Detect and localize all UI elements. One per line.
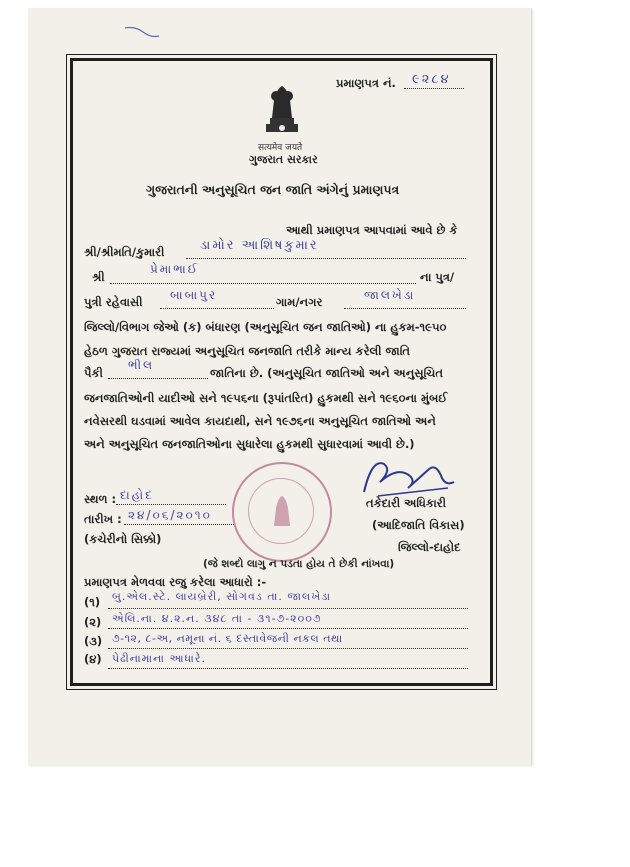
- father-label: શ્રી: [92, 270, 105, 284]
- seal-emblem-icon: [268, 494, 296, 530]
- body-line-1: જિલ્લો/વિભાગ જેઓ (ક) બંધારણ (અનુસૂચિત જન જાતિઓ) ના હુકમ-૧૯૫૦: [84, 320, 447, 334]
- son-of-label: ના પુત્ર/: [420, 270, 455, 284]
- place-value: દાહોદ: [120, 488, 154, 502]
- strike-note: (જે શબ્દો લાગુ ન પડતા હોય તે છેકી નાંખવા): [203, 558, 395, 570]
- document-number: (૪): [84, 652, 102, 666]
- body-line-4: જનજાતિઓની યાદીઓ સને ૧૯૫૬ના (રૂપાંતરિત) હુકમથી સને ૧૯૬૦ના મુંબઈ: [84, 391, 448, 405]
- father-value: પ્રેમાભાઈ: [150, 262, 200, 276]
- document-number: (૧): [84, 595, 101, 609]
- name-dotted-line: [186, 258, 466, 259]
- document-number: (૨): [84, 615, 102, 629]
- taluka-value: જાલખેડા: [364, 288, 416, 302]
- documents-heading: પ્રમાણપત્ર મેળવવા રજુ કરેલા આધારો :-: [84, 575, 267, 589]
- body-line-6: અને અનુસૂચિત જનજાતિઓના સુધારેલા હુકમથી સુધારવામાં આવી છે.): [84, 437, 415, 451]
- officer-department: (આદિજાતિ વિકાસ): [372, 518, 465, 532]
- village-dotted-line: [160, 308, 274, 309]
- motto: सत्यमेव जयते: [258, 143, 303, 153]
- document-dotted-line: [108, 628, 468, 629]
- officer-title: તકેદારી અધિકારી: [366, 496, 447, 510]
- document-dotted-line: [108, 648, 468, 649]
- name-value: ડામોર આશિષકુમાર: [200, 238, 319, 253]
- date-value: ૨૪/૦૬/૨૦૧૦: [128, 508, 212, 522]
- certificate-number-value: ૯૨૮૪: [412, 72, 451, 87]
- body-line-5: નવેસરથી ઘડવામાં આવેલ કાયદાથી, સને ૧૯૭૬ના અનુસૂચિત જાતિઓ અને: [84, 414, 436, 428]
- officer-signature: [358, 452, 458, 502]
- village-value: બાબાપુર: [170, 288, 218, 302]
- seal-label: (કચેરીનો સિક્કો): [84, 532, 162, 546]
- document-number: (૩): [84, 634, 103, 648]
- body-line-2: હેઠળ ગુજરાત રાજ્યમાં અનુસૂચિત જનજાતિ તરીકે માન્ય કરેલી જાતિ: [84, 344, 410, 358]
- father-dotted-line: [110, 283, 416, 284]
- date-dotted-line: [124, 524, 234, 525]
- village-label: ગામ/નગર: [276, 295, 323, 309]
- officer-district: જિલ્લો-દાહોદ: [398, 540, 461, 554]
- ashoka-emblem-icon: [262, 82, 302, 140]
- document-item: પેઢીનામાના આધારે.: [112, 652, 206, 665]
- caste-suffix: જાતિના છે. (અનુસૂચિત જાતિઓ અને અનુસૂચિત: [210, 366, 443, 380]
- caste-dotted-line: [108, 378, 208, 379]
- place-dotted-line: [116, 504, 226, 505]
- document-dotted-line: [108, 668, 468, 669]
- document-item: બુ.એલ.સ્ટે. લાયબ્રેરી, સોગવડ તા. જાલખેડા: [112, 590, 332, 603]
- document-item: એલિ.ના. ૪.૨.ન. ૩૪૮ તા - ૩૧-૭-૨૦૦૭: [112, 612, 322, 625]
- intro-text: આથી પ્રમાણપત્ર આપવામાં આવે છે કે: [286, 223, 458, 237]
- certificate-number-label: પ્રમાણપત્ર નં.: [336, 76, 396, 90]
- taluka-dotted-line: [344, 308, 466, 309]
- name-label: શ્રી/શ્રીમતિ/કુમારી: [84, 245, 165, 259]
- document-item: ૭-૧૨, ૮-અ, નમૂના નં. ૬ દસ્તાવેજની નકલ તથા: [112, 632, 343, 645]
- pen-scribble: [123, 24, 163, 40]
- resident-label: પુત્રી રહેવાસી: [84, 295, 143, 309]
- office-seal-stamp: [232, 462, 332, 562]
- date-label: તારીખ :: [84, 512, 122, 526]
- place-label: સ્થળ :: [84, 492, 117, 506]
- caste-prefix: પૈકી: [84, 366, 103, 380]
- government-name: ગુજરાત સરકાર: [249, 153, 318, 166]
- number-dotted-line: [404, 88, 464, 89]
- caste-value: ભીલ: [128, 358, 155, 372]
- document-dotted-line: [108, 608, 468, 609]
- certificate-title: ગુજરાતની અનુસૂચિત જન જાતિ અંગેનું પ્રમાણપત્ર: [146, 182, 400, 197]
